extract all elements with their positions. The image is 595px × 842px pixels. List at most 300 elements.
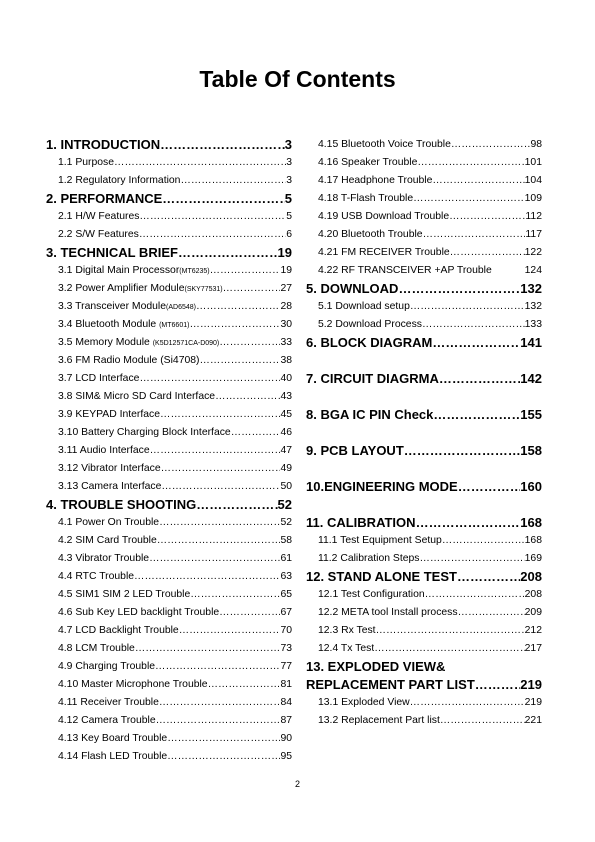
toc-section-entry[interactable] [46, 136, 292, 154]
toc-page-number: 67 [280, 607, 292, 618]
toc-entry-label: 4.6 Sub Key LED backlight Trouble [58, 607, 220, 618]
toc-dot-leader [457, 568, 520, 586]
toc-page-number: 98 [530, 139, 542, 150]
toc-dot-leader [419, 550, 524, 568]
toc-dot-leader [219, 334, 280, 352]
toc-entry-title [58, 748, 167, 766]
toc-entry-label: 5.2 Download Process [318, 319, 422, 330]
toc-subsection-entry[interactable] [46, 334, 292, 352]
toc-dot-leader [219, 604, 280, 622]
toc-subsection-entry[interactable] [46, 658, 292, 676]
toc-section-entry[interactable] [306, 568, 542, 586]
toc-page-number: 3 [284, 137, 292, 152]
toc-subsection-entry[interactable] [306, 640, 542, 658]
toc-subsection-entry[interactable] [306, 262, 542, 280]
toc-entry-title [58, 712, 156, 730]
toc-subsection-entry[interactable] [306, 190, 542, 208]
toc-entry-title [306, 442, 404, 460]
toc-subsection-entry[interactable] [46, 694, 292, 712]
toc-section-entry[interactable] [306, 280, 542, 298]
toc-entry-label: 12.4 Tx Test [318, 643, 375, 654]
toc-dot-leader [156, 712, 281, 730]
toc-entry-title [318, 622, 376, 640]
toc-subsection-entry[interactable] [306, 694, 542, 712]
toc-entry-label: 4.8 LCM Trouble [58, 643, 135, 654]
toc-entry-title [58, 352, 200, 370]
toc-page-number: 142 [520, 371, 542, 386]
toc-entry-label: 1. INTRODUCTION [46, 137, 161, 152]
toc-entry-label: 4. TROUBLE SHOOTING [46, 497, 197, 512]
toc-entry-title [58, 370, 139, 388]
toc-spacer [306, 496, 542, 514]
toc-entry-title [58, 316, 189, 335]
toc-entry-label: 12.2 META tool Install process [318, 607, 458, 618]
toc-subsection-entry[interactable] [46, 550, 292, 568]
toc-subsection-entry[interactable] [46, 370, 292, 388]
toc-dot-leader [160, 136, 285, 154]
toc-entry-label: 3.6 FM Radio Module (Si4708) [58, 355, 200, 366]
toc-entry-part-number: (MT6235) [179, 268, 210, 275]
toc-subsection-entry[interactable] [306, 244, 542, 262]
toc-entry-label: 5. DOWNLOAD [306, 281, 399, 296]
toc-dot-leader [458, 604, 525, 622]
toc-entry-title [46, 496, 196, 514]
toc-entry-label: 5.1 Download setup [318, 301, 410, 312]
toc-entry-label: 4.17 Headphone Trouble [318, 175, 433, 186]
toc-page-number: 169 [524, 553, 542, 564]
toc-entry-title [318, 208, 449, 226]
toc-subsection-entry[interactable] [46, 604, 292, 622]
toc-page-number: 212 [524, 625, 542, 636]
toc-page-number: 38 [280, 355, 292, 366]
toc-entry-label: 3.11 Audio Interface [58, 445, 150, 456]
toc-entry-title [306, 280, 398, 298]
toc-entry-label: 4.18 T-Flash Trouble [318, 193, 414, 204]
toc-entry-title [58, 172, 180, 190]
toc-dot-leader [425, 586, 525, 604]
toc-subsection-entry[interactable] [46, 172, 292, 190]
toc-entry-part-number: (MT6601) [159, 322, 190, 329]
toc-subsection-entry[interactable] [306, 604, 542, 622]
toc-entry-label: 4.12 Camera Trouble [58, 715, 156, 726]
toc-subsection-entry[interactable] [46, 748, 292, 766]
toc-subsection-entry[interactable] [46, 478, 292, 496]
toc-entry-part-number: (K5D12571CA-D090) [152, 340, 220, 347]
toc-entry-label: 4.7 LCD Backlight Trouble [58, 625, 179, 636]
toc-dot-leader [440, 712, 525, 730]
toc-dot-leader [432, 172, 524, 190]
toc-entry-label: 6. BLOCK DIAGRAM [306, 335, 433, 350]
toc-page-number: 95 [280, 751, 292, 762]
toc-spacer [306, 388, 542, 406]
toc-subsection-entry[interactable] [306, 208, 542, 226]
toc-dot-leader [196, 496, 277, 514]
toc-dot-leader [432, 334, 520, 352]
toc-entry-label: 11. CALIBRATION [306, 515, 416, 530]
toc-page-number: 160 [520, 479, 542, 494]
toc-page-number: 219 [520, 677, 542, 692]
toc-page-number: 77 [280, 661, 292, 672]
toc-entry-label: 1.2 Regulatory Information [58, 175, 181, 186]
toc-section-entry[interactable] [46, 244, 292, 262]
toc-entry-title [58, 550, 149, 568]
toc-subsection-entry[interactable] [46, 730, 292, 748]
toc-dot-leader [160, 406, 280, 424]
toc-page-number: 63 [280, 571, 292, 582]
page-number: 2 [294, 779, 300, 789]
toc-dot-leader [139, 208, 286, 226]
toc-entry-label: 3.4 Bluetooth Module [58, 319, 160, 330]
toc-page-number: 19 [277, 245, 292, 260]
toc-dot-leader [208, 676, 281, 694]
toc-entry-label: 3.5 Memory Module [58, 337, 153, 348]
toc-subsection-entry[interactable] [306, 586, 542, 604]
toc-dot-leader [134, 568, 280, 586]
toc-subsection-entry[interactable] [46, 316, 292, 334]
toc-entry-label: 12. STAND ALONE TEST [306, 569, 457, 584]
toc-entry-title [306, 406, 433, 424]
toc-dot-leader [189, 316, 280, 334]
toc-entry-title [58, 334, 219, 353]
toc-page-number: 27 [280, 283, 292, 294]
toc-entry-label: 4.16 Speaker Trouble [318, 157, 418, 168]
toc-entry-title [318, 154, 417, 172]
toc-entry-label: 2.1 H/W Features [58, 211, 140, 222]
toc-entry-title [318, 226, 423, 244]
toc-entry-title [58, 514, 159, 532]
toc-entry-title [46, 136, 160, 154]
toc-page-number: 81 [280, 679, 292, 690]
toc-dot-leader [159, 694, 281, 712]
toc-page-number: 158 [520, 443, 542, 458]
toc-dot-leader [167, 748, 280, 766]
toc-dot-leader [416, 514, 521, 532]
toc-subsection-entry[interactable] [306, 172, 542, 190]
toc-entry-title [318, 640, 374, 658]
toc-dot-leader [374, 640, 524, 658]
toc-subsection-entry[interactable] [306, 316, 542, 334]
toc-section-entry[interactable] [306, 406, 542, 424]
toc-dot-leader [139, 226, 286, 244]
toc-entry-title [58, 604, 219, 622]
toc-subsection-entry[interactable] [46, 712, 292, 730]
toc-entry-title [46, 244, 178, 262]
toc-page-number: 104 [524, 175, 542, 186]
toc-page-number: 217 [524, 643, 542, 654]
toc-page-number: 109 [524, 193, 542, 204]
toc-dot-leader [451, 136, 531, 154]
toc-dot-leader [159, 514, 280, 532]
toc-subsection-entry[interactable] [46, 280, 292, 298]
toc-subsection-entry[interactable] [46, 226, 292, 244]
toc-entry-label: 8. BGA IC PIN Check [306, 407, 434, 422]
toc-entry-label: 3.8 SIM& Micro SD Card Interface [58, 391, 216, 402]
toc-page-number: 30 [280, 319, 292, 330]
toc-page-number: 208 [524, 589, 542, 600]
toc-entry-title [318, 190, 413, 208]
toc-section-entry[interactable] [306, 514, 542, 532]
toc-page-number: 101 [524, 157, 542, 168]
toc-entry-label: 4.10 Master Microphone Trouble [58, 679, 208, 690]
toc-entry-label: 12.1 Test Configuration [318, 589, 425, 600]
toc-entry-label: 2. PERFORMANCE [46, 191, 163, 206]
toc-dot-leader [155, 658, 280, 676]
toc-page-number: 221 [524, 715, 542, 726]
toc-page-number: 52 [280, 517, 292, 528]
toc-dot-leader [135, 640, 281, 658]
toc-entry-part-number: (AD6548) [166, 304, 196, 311]
toc-entry-title [58, 478, 161, 496]
toc-entry-title [58, 208, 139, 226]
toc-subsection-entry[interactable] [46, 532, 292, 550]
toc-entry-title [58, 460, 161, 478]
toc-page-number: 65 [280, 589, 292, 600]
toc-entry-label: 3.7 LCD Interface [58, 373, 140, 384]
toc-entry-title [306, 658, 445, 676]
toc-entry-title [306, 478, 458, 496]
toc-subsection-entry[interactable] [46, 352, 292, 370]
toc-page-number: 49 [280, 463, 292, 474]
toc-subsection-entry[interactable] [46, 298, 292, 316]
toc-page-number: 52 [277, 497, 292, 512]
toc-page-number: 219 [524, 697, 542, 708]
toc-entry-title [318, 172, 432, 190]
toc-section-entry[interactable] [306, 478, 542, 496]
toc-entry-title [58, 640, 135, 658]
toc-entry-label: 1.1 Purpose [58, 157, 115, 168]
toc-page-number: 47 [280, 445, 292, 456]
toc-section-entry[interactable] [306, 676, 542, 694]
toc-entry-label: 4.5 SIM1 SIM 2 LED Trouble [58, 589, 191, 600]
toc-entry-title [306, 568, 457, 586]
toc-dot-leader [161, 460, 281, 478]
toc-subsection-entry[interactable] [306, 550, 542, 568]
toc-right-column [306, 136, 542, 730]
toc-dot-leader [167, 730, 280, 748]
toc-dot-leader [210, 262, 281, 280]
toc-entry-label: 3.12 Vibrator Interface [58, 463, 161, 474]
toc-dot-leader [404, 442, 521, 460]
toc-page-number: 155 [520, 407, 542, 422]
toc-page-number: 84 [280, 697, 292, 708]
toc-dot-leader [150, 442, 281, 460]
toc-subsection-entry[interactable] [46, 676, 292, 694]
toc-entry-title [46, 190, 162, 208]
toc-page-number: 168 [524, 535, 542, 546]
toc-entry-title [58, 298, 196, 317]
toc-entry-title [58, 658, 155, 676]
toc-subsection-entry[interactable] [46, 262, 292, 280]
toc-page-number: 132 [524, 301, 542, 312]
toc-page-number: 3 [286, 157, 292, 168]
toc-page-number: 5 [284, 191, 292, 206]
toc-entry-title [58, 424, 231, 442]
toc-entry-title [306, 334, 432, 352]
toc-entry-label: 4.4 RTC Trouble [58, 571, 135, 582]
toc-entry-label: 4.19 USB Download Trouble [318, 211, 450, 222]
toc-subsection-entry[interactable] [46, 514, 292, 532]
toc-entry-label: 4.11 Receiver Trouble [58, 697, 159, 708]
toc-entry-title [58, 406, 160, 424]
toc-page-number: 132 [520, 281, 542, 296]
toc-page-number: 209 [524, 607, 542, 618]
toc-page-number: 6 [286, 229, 292, 240]
toc-entry-label: 3.2 Power Amplifier Module [58, 283, 185, 294]
toc-entry-title [306, 370, 439, 388]
toc-entry-label: 4.14 Flash LED Trouble [58, 751, 168, 762]
toc-page-number: 141 [520, 335, 542, 350]
toc-entry-label: 4.21 FM RECEIVER Trouble [318, 247, 450, 258]
toc-entry-title [318, 316, 422, 334]
toc-subsection-entry[interactable] [306, 136, 542, 154]
toc-entry-label: 10.ENGINEERING MODE [306, 479, 458, 494]
toc-entry-title [318, 712, 440, 730]
toc-dot-leader [413, 190, 525, 208]
toc-section-entry[interactable] [306, 370, 542, 388]
toc-subsection-entry[interactable] [46, 442, 292, 460]
toc-dot-leader [161, 478, 280, 496]
toc-dot-leader [180, 172, 286, 190]
toc-dot-leader [196, 298, 280, 316]
toc-entry-part-number: (SKY77531) [184, 286, 223, 293]
toc-subsection-entry[interactable] [306, 532, 542, 550]
toc-page-number: 87 [280, 715, 292, 726]
toc-entry-title [58, 622, 179, 640]
toc-subsection-entry[interactable] [306, 154, 542, 172]
toc-entry-label: 4.15 Bluetooth Voice Trouble [318, 139, 451, 150]
toc-entry-label: 3. TECHNICAL BRIEF [46, 245, 178, 260]
toc-page-number: 117 [525, 229, 542, 240]
toc-entry-label: 13.2 Replacement Part list [318, 715, 440, 726]
toc-entry-title [318, 532, 442, 550]
toc-subsection-entry[interactable] [46, 568, 292, 586]
toc-entry-label: 9. PCB LAYOUT [306, 443, 404, 458]
toc-entry-title [306, 676, 475, 694]
toc-dot-leader [114, 154, 286, 172]
toc-entry-title [318, 550, 419, 568]
toc-left-column [46, 136, 292, 766]
toc-subsection-entry[interactable] [46, 208, 292, 226]
toc-dot-leader [458, 478, 521, 496]
toc-page-number: 133 [524, 319, 542, 330]
toc-subsection-entry[interactable] [46, 586, 292, 604]
toc-page-number: 33 [280, 337, 292, 348]
toc-entry-title [58, 262, 210, 281]
toc-page-number: 46 [280, 427, 292, 438]
toc-section-entry[interactable] [306, 442, 542, 460]
toc-page-number: 70 [280, 625, 292, 636]
toc-entry-title [318, 604, 458, 622]
toc-dot-leader [398, 280, 520, 298]
toc-entry-title [58, 226, 139, 244]
toc-dot-leader [231, 424, 281, 442]
toc-section-entry[interactable] [46, 190, 292, 208]
toc-subsection-entry[interactable] [46, 388, 292, 406]
toc-entry-label: 4.13 Key Board Trouble [58, 733, 168, 744]
toc-dot-leader [162, 190, 284, 208]
toc-page-number: 112 [525, 211, 542, 222]
toc-entry-title [318, 244, 450, 262]
toc-page-number: 58 [280, 535, 292, 546]
toc-dot-leader [423, 226, 526, 244]
toc-entry-label: 4.22 RF TRANSCEIVER +AP Trouble [318, 265, 492, 276]
toc-page-number: 5 [286, 211, 292, 222]
toc-section-entry[interactable] [46, 496, 292, 514]
toc-entry-title [58, 568, 134, 586]
toc-subsection-entry[interactable] [46, 424, 292, 442]
toc-entry-label: 11.2 Calibration Steps [318, 553, 420, 564]
toc-page-number: 43 [280, 391, 292, 402]
toc-subsection-entry[interactable] [306, 622, 542, 640]
toc-page-number: 19 [280, 265, 292, 276]
toc-entry-label: 3.9 KEYPAD Interface [58, 409, 161, 420]
toc-subsection-entry[interactable] [306, 298, 542, 316]
toc-subsection-entry[interactable] [46, 640, 292, 658]
toc-page-number: 124 [524, 265, 542, 276]
toc-page-number: 73 [280, 643, 292, 654]
toc-spacer [306, 424, 542, 442]
toc-entry-title [318, 694, 410, 712]
toc-dot-leader [178, 244, 278, 262]
toc-dot-leader [200, 352, 281, 370]
toc-entry-title [306, 514, 416, 532]
toc-page-number: 28 [280, 301, 292, 312]
toc-entry-title [58, 388, 215, 406]
toc-entry-title [318, 262, 492, 280]
toc-page-number: 40 [280, 373, 292, 384]
toc-subsection-entry[interactable] [306, 226, 542, 244]
toc-subsection-entry[interactable] [306, 712, 542, 730]
toc-entry-label: 3.13 Camera Interface [58, 481, 162, 492]
toc-entry-label: 11.1 Test Equipment Setup [318, 535, 442, 546]
toc-entry-title [58, 694, 159, 712]
toc-section-entry[interactable] [306, 334, 542, 352]
toc-entry-title [58, 154, 114, 172]
toc-subsection-entry[interactable] [46, 154, 292, 172]
toc-dot-leader [410, 298, 525, 316]
toc-entry-label: 4.3 Vibrator Trouble [58, 553, 150, 564]
toc-section-entry[interactable] [306, 658, 542, 676]
toc-entry-label: 12.3 Rx Test [318, 625, 376, 636]
toc-subsection-entry[interactable] [46, 460, 292, 478]
toc-page-number: 3 [286, 175, 292, 186]
toc-entry-title [318, 136, 451, 154]
toc-dot-leader [439, 370, 520, 388]
toc-entry-title [58, 442, 150, 460]
toc-dot-leader [139, 370, 280, 388]
toc-page-number: 45 [280, 409, 292, 420]
toc-dot-leader [376, 622, 525, 640]
toc-entry-label: 3.10 Battery Charging Block Interface [58, 427, 231, 438]
toc-dot-leader [215, 388, 280, 406]
toc-spacer [306, 352, 542, 370]
toc-dot-leader [157, 532, 281, 550]
toc-entry-label: 2.2 S/W Features [58, 229, 139, 240]
toc-entry-label: 3.3 Transceiver Module [58, 301, 167, 312]
toc-page-number: 122 [524, 247, 542, 258]
toc-subsection-entry[interactable] [46, 622, 292, 640]
toc-entry-label: 13.1 Exploded View [318, 697, 410, 708]
toc-dot-leader [417, 154, 524, 172]
toc-dot-leader [450, 244, 525, 262]
toc-entry-title [318, 586, 425, 604]
toc-subsection-entry[interactable] [46, 406, 292, 424]
toc-page-number: 168 [520, 515, 542, 530]
toc-dot-leader [410, 694, 525, 712]
toc-entry-label: 3.1 Digital Main Processor [58, 265, 180, 276]
toc-dot-leader [449, 208, 525, 226]
toc-entry-label: 4.20 Bluetooth Trouble [318, 229, 423, 240]
